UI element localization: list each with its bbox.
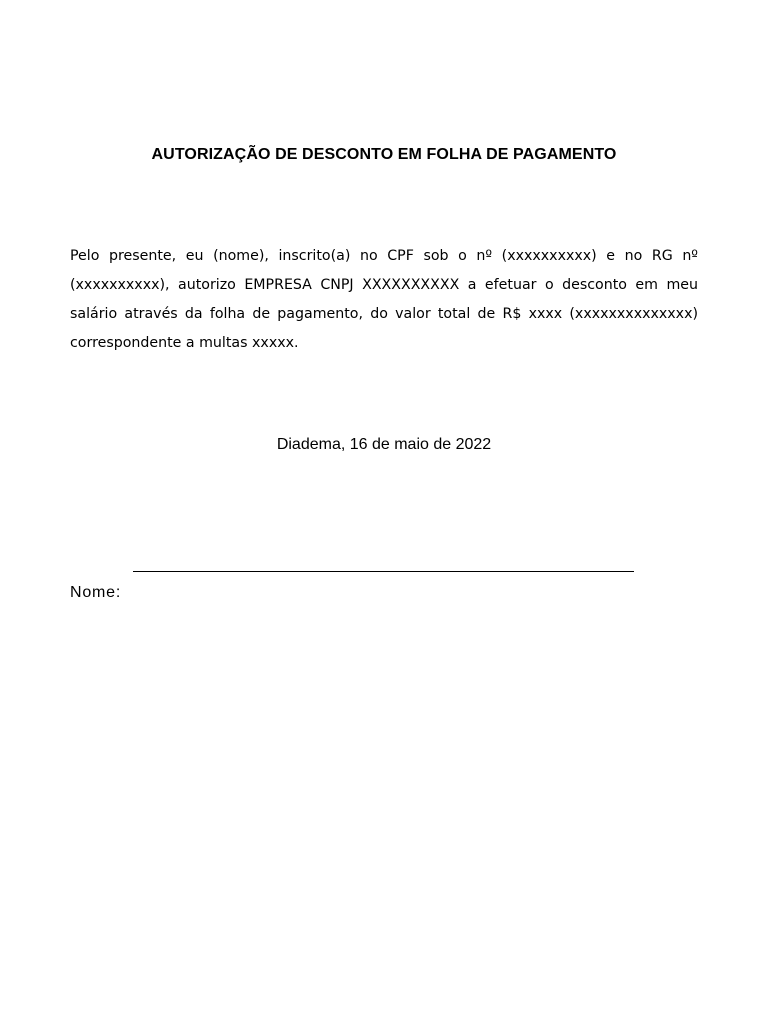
signature-name-label: Nome: (70, 584, 122, 601)
date-line: Diadema, 16 de maio de 2022 (276, 436, 492, 453)
signature-line (133, 571, 634, 572)
authorization-paragraph: Pelo presente, eu (nome), inscrito(a) no CPF sob o nº (xxxxxxxxxx) e no RG nº (xxxxxxxxxx), autorizo EMPRESA CNPJ XXXXXXXXXX a efetuar o desconto em meu salário através da folha de pagamento, do valor total de R$ xxxx (xxxxxxxxxxxxxx) correspondente a multas xxxxx. (70, 248, 698, 351)
document-title: AUTORIZAÇÃO DE DESCONTO EM FOLHA DE PAGAMENTO (151, 146, 617, 163)
